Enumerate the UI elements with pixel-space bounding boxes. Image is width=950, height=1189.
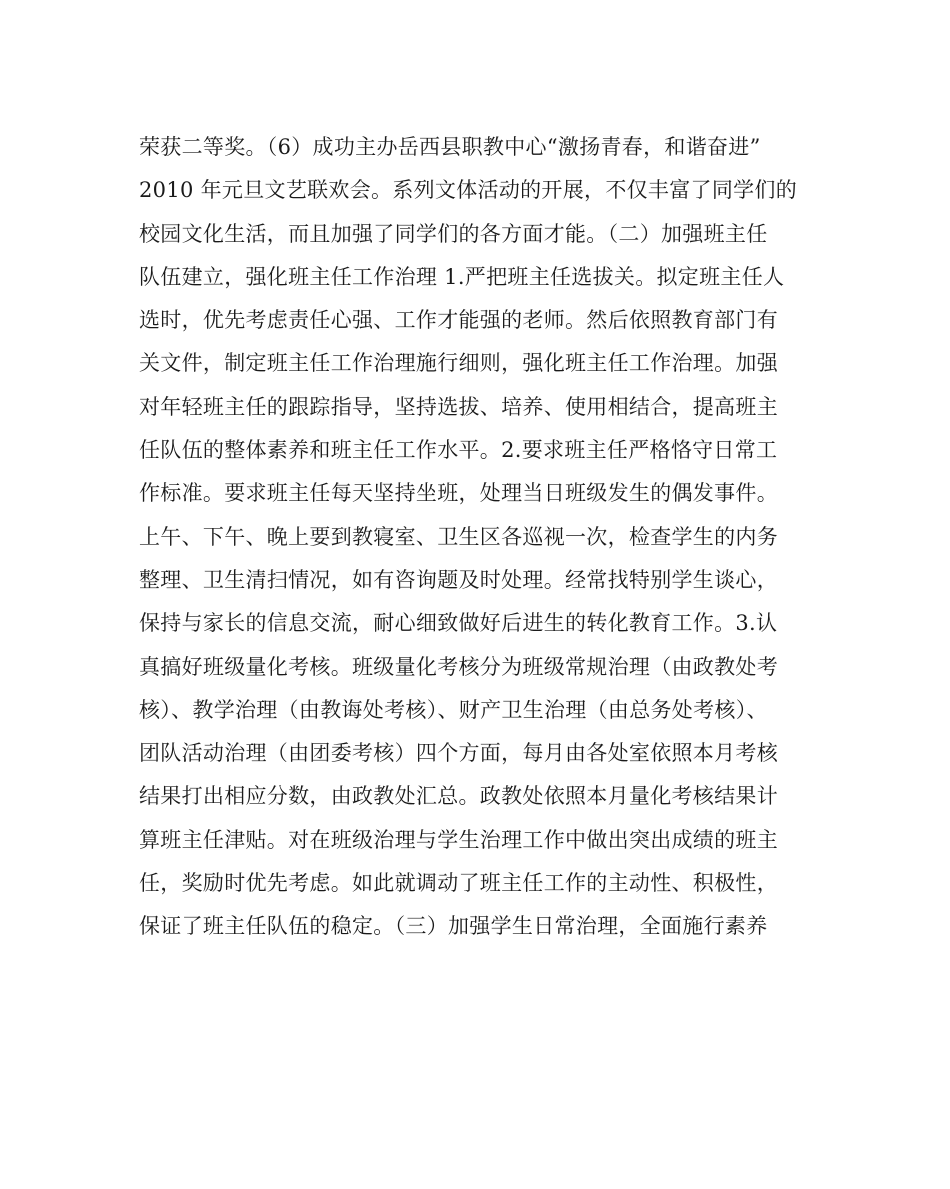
body-text: [139, 126, 819, 949]
text-line: 2010 年元旦文艺联欢会。系列文体活动的开展，不仅丰富了同学们的: [139, 178, 798, 203]
text-line: 校园文化生活，而且加强了同学们的各方面才能。（二）加强班主任: [139, 221, 768, 246]
text-line: 选时，优先考虑责任心强、工作才能强的老师。然后依照教育部门有: [139, 308, 778, 333]
text-line: 任队伍的整体素养和班主任工作水平。2.要求班主任严格恪守日常工: [139, 438, 778, 463]
text-line: 队伍建立，强化班主任工作治理 1.严把班主任选拔关。拟定班主任人: [139, 264, 785, 289]
text-line: 整理、卫生清扫情况，如有咨询题及时处理。经常找特别学生谈心，: [139, 567, 778, 592]
text-line: 真搞好班级量化考核。班级量化考核分为班级常规治理（由政教处考: [139, 654, 778, 679]
text-line: 保证了班主任队伍的稳定。（三）加强学生日常治理，全面施行素养: [139, 914, 768, 939]
text-line: 保持与家长的信息交流，耐心细致做好后进生的转化教育工作。3.认: [139, 611, 778, 636]
text-line: 上午、下午、晚上要到教寝室、卫生区各巡视一次，检查学生的内务: [139, 524, 778, 549]
text-line: 算班主任津贴。对在班级治理与学生治理工作中做出突出成绩的班主: [139, 827, 778, 852]
text-line: 核）、教学治理（由教诲处考核）、财产卫生治理（由总务处考核）、: [139, 697, 768, 722]
text-line: 结果打出相应分数，由政教处汇总。政教处依照本月量化考核结果计: [139, 784, 778, 809]
text-line: 对年轻班主任的跟踪指导，坚持选拔、培养、使用相结合，提高班主: [139, 394, 778, 419]
text-line: 荣获二等奖。（6）成功主办岳西县职教中心“激扬青春，和谐奋进”: [139, 135, 761, 159]
text-line: 作标准。要求班主任每天坚持坐班，处理当日班级发生的偶发事件。: [139, 481, 778, 506]
text-line: 团队活动治理（由团委考核）四个方面，每月由各处室依照本月考核: [139, 741, 778, 766]
text-line: 关文件，制定班主任工作治理施行细则，强化班主任工作治理。加强: [139, 351, 778, 376]
text-line: 任，奖励时优先考虑。如此就调动了班主任工作的主动性、积极性，: [139, 871, 778, 896]
